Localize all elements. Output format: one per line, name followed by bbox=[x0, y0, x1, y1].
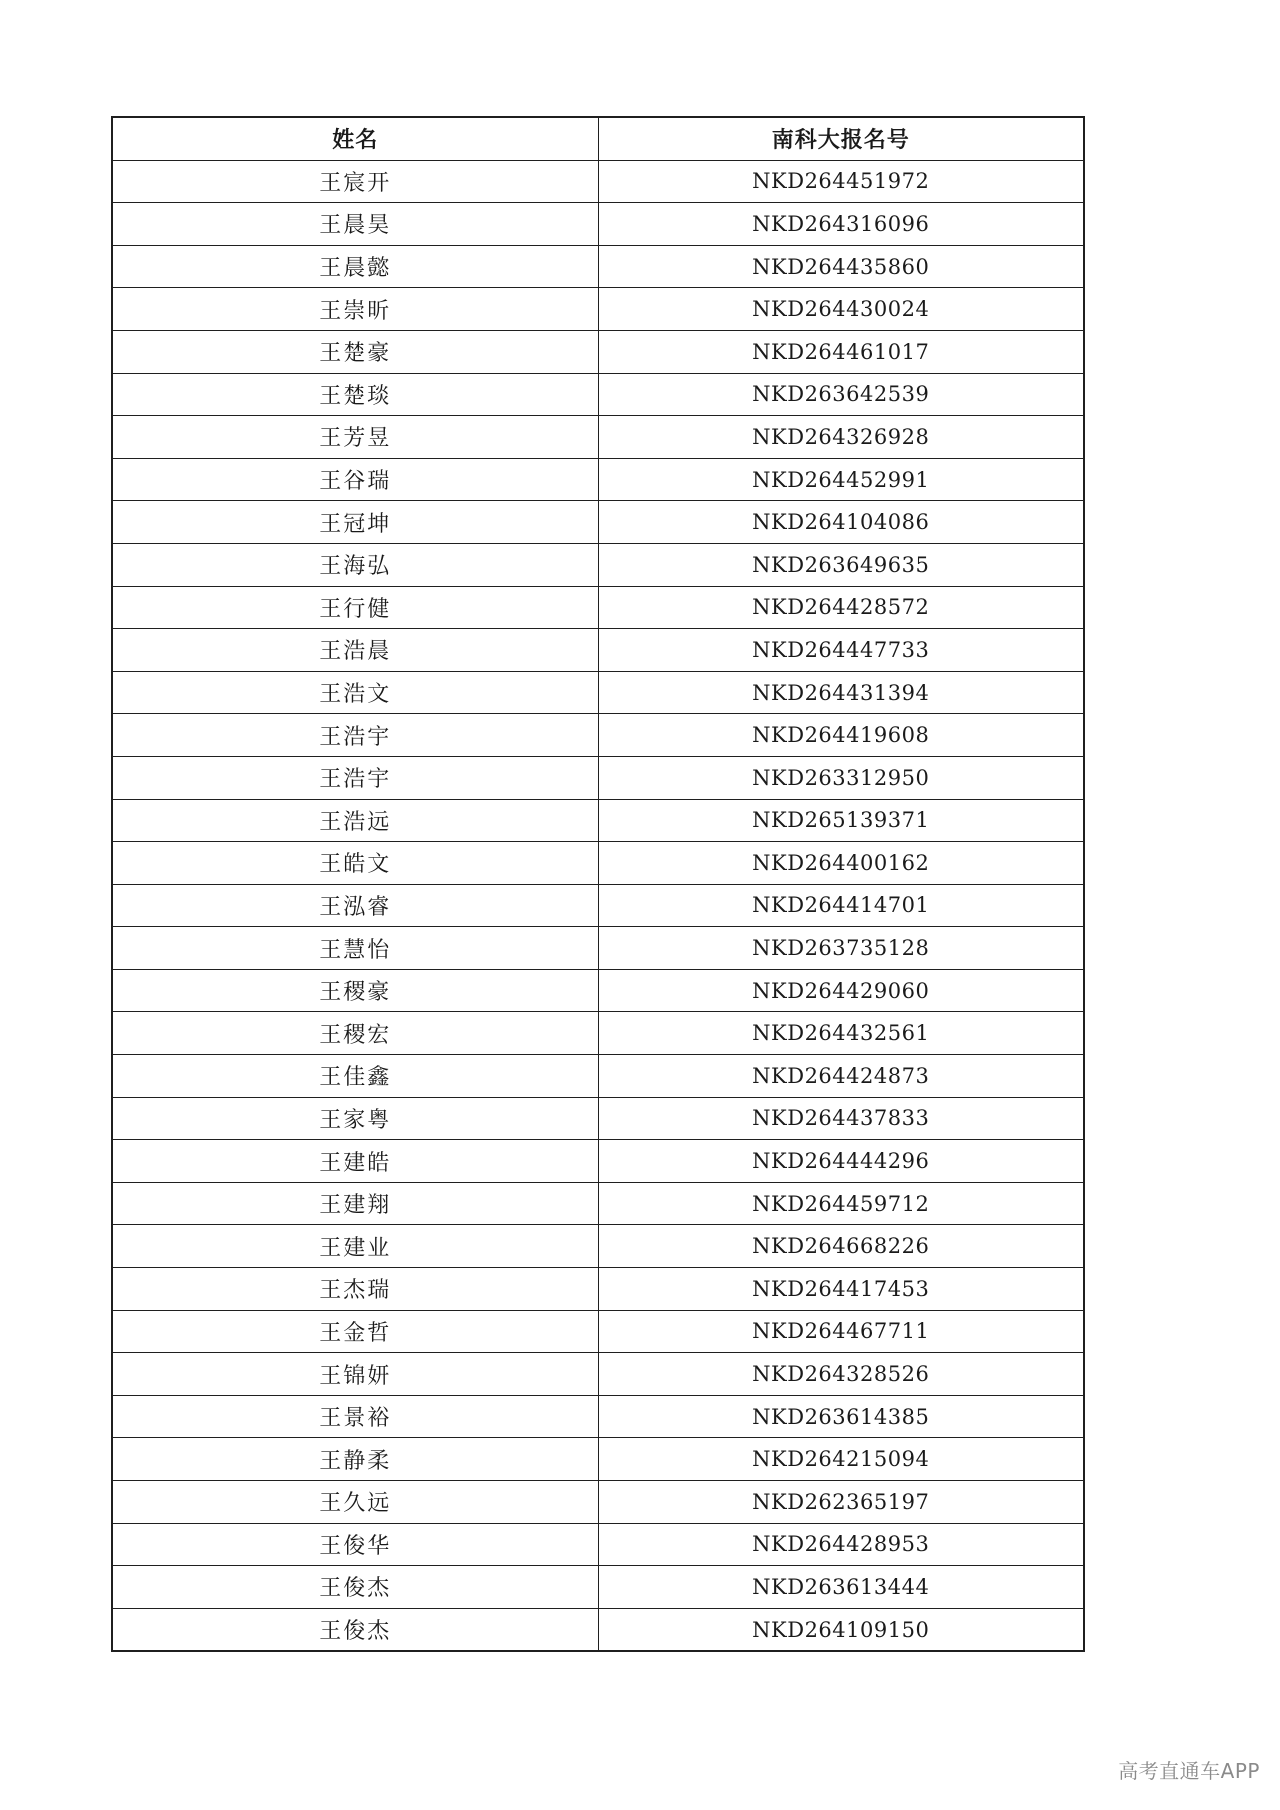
table-row bbox=[112, 1438, 1084, 1481]
student-name-cell: 王俊华 bbox=[112, 1523, 598, 1566]
admission-roster-table bbox=[111, 116, 1085, 1652]
student-name-cell: 王浩文 bbox=[112, 671, 598, 714]
student-name-cell: 王皓文 bbox=[112, 842, 598, 885]
registration-id-cell: NKD262365197 bbox=[598, 1481, 1084, 1524]
registration-id-cell: NKD264432561 bbox=[598, 1012, 1084, 1055]
table-row bbox=[112, 884, 1084, 927]
table-row bbox=[112, 1097, 1084, 1140]
student-name-cell: 王海弘 bbox=[112, 543, 598, 586]
table-row bbox=[112, 330, 1084, 373]
table-row bbox=[112, 1353, 1084, 1396]
student-name-cell: 王稷豪 bbox=[112, 969, 598, 1012]
registration-id-cell: NKD264437833 bbox=[598, 1097, 1084, 1140]
table-row bbox=[112, 160, 1084, 203]
table-row bbox=[112, 373, 1084, 416]
watermark-text: 高考直通车APP bbox=[1118, 1759, 1260, 1783]
registration-id-cell: NKD264429060 bbox=[598, 969, 1084, 1012]
student-name-cell: 王锦妍 bbox=[112, 1353, 598, 1396]
student-name-cell: 王家粤 bbox=[112, 1097, 598, 1140]
student-name-cell: 王楚豪 bbox=[112, 330, 598, 373]
student-name-cell: 王芳昱 bbox=[112, 416, 598, 459]
table-row bbox=[112, 714, 1084, 757]
registration-id-cell: NKD264428953 bbox=[598, 1523, 1084, 1566]
student-name-cell: 王佳鑫 bbox=[112, 1055, 598, 1098]
registration-id-cell: NKD264328526 bbox=[598, 1353, 1084, 1396]
student-name-cell: 王稷宏 bbox=[112, 1012, 598, 1055]
table-row bbox=[112, 1225, 1084, 1268]
registration-id-cell: NKD264461017 bbox=[598, 330, 1084, 373]
registration-id-cell: NKD264435860 bbox=[598, 245, 1084, 288]
registration-id-cell: NKD264467711 bbox=[598, 1310, 1084, 1353]
student-name-cell: 王慧怡 bbox=[112, 927, 598, 970]
table-row bbox=[112, 203, 1084, 246]
column-header-registration-id: 南科大报名号 bbox=[598, 117, 1084, 160]
table-row bbox=[112, 1608, 1084, 1651]
table-row bbox=[112, 458, 1084, 501]
registration-id-cell: NKD263642539 bbox=[598, 373, 1084, 416]
student-name-cell: 王建皓 bbox=[112, 1140, 598, 1183]
registration-id-cell: NKD263735128 bbox=[598, 927, 1084, 970]
student-name-cell: 王崇昕 bbox=[112, 288, 598, 331]
student-name-cell: 王谷瑞 bbox=[112, 458, 598, 501]
student-name-cell: 王建翔 bbox=[112, 1182, 598, 1225]
registration-id-cell: NKD264104086 bbox=[598, 501, 1084, 544]
student-name-cell: 王浩远 bbox=[112, 799, 598, 842]
student-name-cell: 王楚琰 bbox=[112, 373, 598, 416]
table-row bbox=[112, 1182, 1084, 1225]
registration-id-cell: NKD264419608 bbox=[598, 714, 1084, 757]
registration-id-cell: NKD264326928 bbox=[598, 416, 1084, 459]
registration-id-cell: NKD264431394 bbox=[598, 671, 1084, 714]
student-name-cell: 王杰瑞 bbox=[112, 1268, 598, 1311]
table-row bbox=[112, 1140, 1084, 1183]
registration-id-cell: NKD264400162 bbox=[598, 842, 1084, 885]
column-header-name: 姓名 bbox=[112, 117, 598, 160]
table-row bbox=[112, 842, 1084, 885]
table-row bbox=[112, 1523, 1084, 1566]
registration-id-cell: NKD264444296 bbox=[598, 1140, 1084, 1183]
registration-id-cell: NKD264452991 bbox=[598, 458, 1084, 501]
registration-id-cell: NKD264430024 bbox=[598, 288, 1084, 331]
student-name-cell: 王建业 bbox=[112, 1225, 598, 1268]
registration-id-cell: NKD264424873 bbox=[598, 1055, 1084, 1098]
table-row bbox=[112, 927, 1084, 970]
registration-id-cell: NKD264447733 bbox=[598, 629, 1084, 672]
table-row bbox=[112, 543, 1084, 586]
table-row bbox=[112, 288, 1084, 331]
table-row bbox=[112, 1566, 1084, 1609]
student-name-cell: 王景裕 bbox=[112, 1395, 598, 1438]
table-row bbox=[112, 799, 1084, 842]
registration-id-cell: NKD264417453 bbox=[598, 1268, 1084, 1311]
table-row bbox=[112, 1395, 1084, 1438]
table-row bbox=[112, 756, 1084, 799]
student-name-cell: 王宸开 bbox=[112, 160, 598, 203]
student-name-cell: 王晨昊 bbox=[112, 203, 598, 246]
registration-id-cell: NKD264459712 bbox=[598, 1182, 1084, 1225]
student-name-cell: 王行健 bbox=[112, 586, 598, 629]
student-name-cell: 王浩宇 bbox=[112, 756, 598, 799]
student-name-cell: 王冠坤 bbox=[112, 501, 598, 544]
table-row bbox=[112, 501, 1084, 544]
registration-id-cell: NKD263614385 bbox=[598, 1395, 1084, 1438]
registration-id-cell: NKD265139371 bbox=[598, 799, 1084, 842]
table-row bbox=[112, 1268, 1084, 1311]
table-body bbox=[112, 160, 1084, 1651]
table-row bbox=[112, 969, 1084, 1012]
table-row bbox=[112, 671, 1084, 714]
registration-id-cell: NKD264316096 bbox=[598, 203, 1084, 246]
table-row bbox=[112, 416, 1084, 459]
registration-id-cell: NKD264668226 bbox=[598, 1225, 1084, 1268]
student-name-cell: 王金哲 bbox=[112, 1310, 598, 1353]
student-name-cell: 王静柔 bbox=[112, 1438, 598, 1481]
table-header-row bbox=[112, 117, 1084, 160]
registration-id-cell: NKD264215094 bbox=[598, 1438, 1084, 1481]
table-row bbox=[112, 245, 1084, 288]
registration-id-cell: NKD263649635 bbox=[598, 543, 1084, 586]
registration-id-cell: NKD264414701 bbox=[598, 884, 1084, 927]
registration-id-cell: NKD264428572 bbox=[598, 586, 1084, 629]
student-name-cell: 王俊杰 bbox=[112, 1608, 598, 1651]
student-name-cell: 王浩宇 bbox=[112, 714, 598, 757]
student-name-cell: 王俊杰 bbox=[112, 1566, 598, 1609]
student-name-cell: 王泓睿 bbox=[112, 884, 598, 927]
table-row bbox=[112, 629, 1084, 672]
registration-id-cell: NKD264109150 bbox=[598, 1608, 1084, 1651]
table-row bbox=[112, 1481, 1084, 1524]
student-name-cell: 王久远 bbox=[112, 1481, 598, 1524]
student-name-cell: 王浩晨 bbox=[112, 629, 598, 672]
registration-id-cell: NKD264451972 bbox=[598, 160, 1084, 203]
table-row bbox=[112, 586, 1084, 629]
table-row bbox=[112, 1310, 1084, 1353]
table-row bbox=[112, 1055, 1084, 1098]
table-row bbox=[112, 1012, 1084, 1055]
registration-id-cell: NKD263613444 bbox=[598, 1566, 1084, 1609]
registration-id-cell: NKD263312950 bbox=[598, 756, 1084, 799]
student-name-cell: 王晨懿 bbox=[112, 245, 598, 288]
